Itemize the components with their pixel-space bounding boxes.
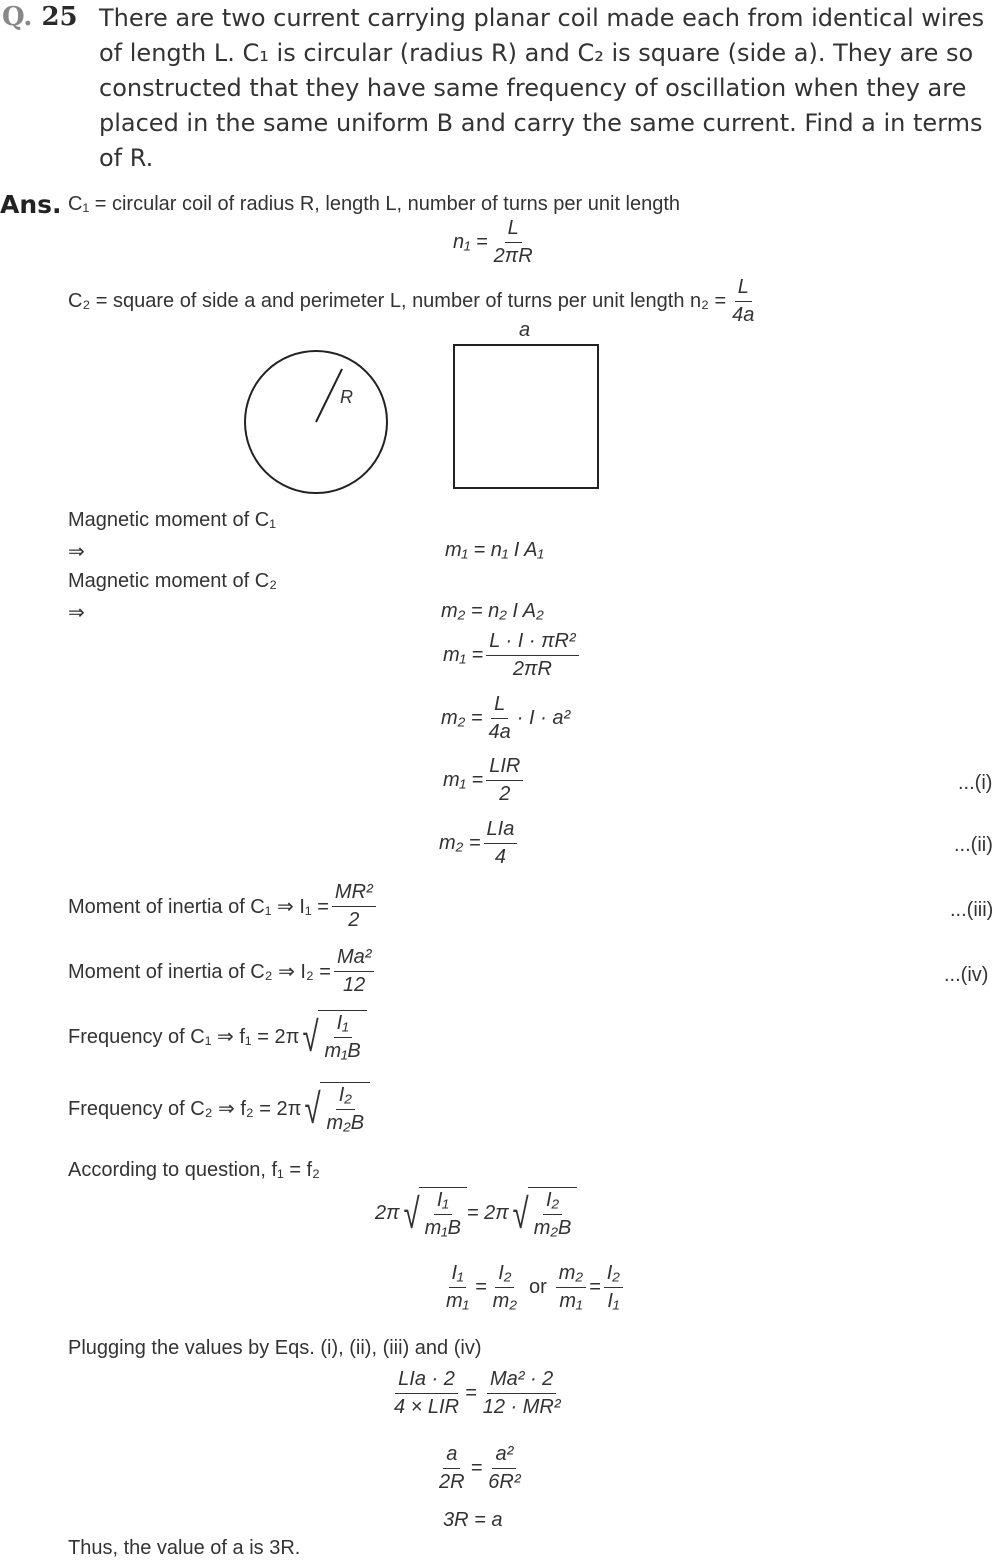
question-number — [2, 2, 78, 32]
numerator: m₂ — [556, 1262, 586, 1288]
denominator: 4 × LIR — [394, 1396, 460, 1418]
eq-text: Moment of inertia of C₁ ⇒ I₁ = — [68, 896, 329, 918]
denominator: 4 — [494, 846, 506, 868]
magnetic-moment-c1: Magnetic moment of C₁ — [68, 509, 276, 531]
question-line: There are two current carrying planar coil made each from identical wires — [99, 4, 985, 32]
equation-ii — [439, 818, 520, 869]
eq-rest: · I · a² — [516, 707, 571, 729]
equation-tag-iv: ...(iv) — [944, 964, 989, 986]
equals: = — [589, 1276, 601, 1298]
question-text — [99, 1, 984, 176]
equation-iv — [68, 946, 377, 997]
numerator: I₂ — [604, 1262, 623, 1288]
question-number-value: 25 — [41, 2, 78, 32]
denominator: 4a — [732, 304, 755, 326]
question-line: constructed that they have same frequency of oscillation when they are — [99, 74, 967, 102]
equals: = — [465, 1382, 477, 1404]
according-to-question: According to question, f₁ = f₂ — [68, 1159, 320, 1181]
question-line: placed in the same uniform B and carry the same current. Find a in terms — [99, 109, 983, 137]
denominator: 2πR — [512, 658, 552, 680]
frequency-c1 — [68, 1010, 367, 1063]
denominator: 12 — [343, 974, 366, 996]
equation-m2-def: m₂ = n₂ I A₂ — [441, 600, 544, 622]
numerator: Ma² · 2 — [487, 1368, 556, 1394]
sqrt-icon: √ — [302, 1012, 319, 1060]
numerator: LIR — [486, 755, 523, 781]
radius-label: R — [340, 387, 353, 407]
denominator: m₁ — [559, 1290, 583, 1312]
denominator: 2 — [348, 909, 360, 931]
side-label: a — [519, 319, 531, 341]
eq-text: Frequency of C₁ ⇒ f₁ = 2π — [68, 1026, 300, 1048]
numerator: Ma² — [334, 946, 374, 972]
numerator: LIa — [484, 818, 518, 844]
numerator: I₁ — [449, 1262, 467, 1288]
eq-text: Frequency of C₂ ⇒ f₂ = 2π — [68, 1098, 302, 1120]
equation-n1 — [453, 217, 539, 268]
equation-tag-iii: ...(iii) — [950, 899, 994, 921]
coil-figure — [240, 315, 610, 500]
answer-label: Ans. — [0, 190, 62, 219]
numerator: L · I · πR² — [486, 630, 578, 656]
denominator: m₁B — [424, 1217, 461, 1239]
sqrt-icon: √ — [402, 1189, 420, 1237]
numerator: I₂ — [336, 1084, 355, 1110]
numerator: L — [735, 276, 752, 302]
denominator: I₁ — [607, 1290, 620, 1312]
equation-frequencies-equal — [375, 1187, 577, 1240]
implies-arrow: ⇒ — [68, 541, 85, 563]
equation-simplified — [433, 1443, 527, 1494]
equation-m1-def: m₁ = n₁ I A₁ — [445, 539, 544, 561]
question-label: Q. — [2, 2, 33, 32]
numerator: I₂ — [495, 1262, 514, 1288]
eq-text: Moment of inertia of C₂ ⇒ I₂ = — [68, 961, 331, 983]
denominator: m₂ — [492, 1290, 517, 1312]
denominator: m₂B — [533, 1217, 572, 1239]
denominator: 2R — [439, 1471, 465, 1493]
implies-arrow: ⇒ — [68, 602, 85, 624]
equation-m1-expanded — [443, 630, 582, 681]
denominator: m₂B — [326, 1112, 365, 1134]
denominator: 4a — [488, 721, 511, 743]
magnetic-moment-c2: Magnetic moment of C₂ — [68, 570, 277, 592]
equation-i — [443, 755, 526, 806]
square-coil — [454, 345, 598, 488]
denominator: 2 — [499, 783, 511, 805]
numerator: L — [491, 693, 508, 719]
conclusion: Thus, the value of a is 3R. — [68, 1537, 301, 1559]
eq-lhs: m₂ = — [441, 707, 483, 729]
eq-lhs: m₁ = — [443, 644, 484, 666]
numerator: I₁ — [434, 1189, 452, 1215]
equation-tag-i: ...(i) — [958, 772, 993, 794]
numerator: a — [443, 1443, 460, 1469]
answer-line-c1: C₁ = circular coil of radius R, length L, number of turns per unit length — [68, 193, 681, 215]
equation-ratio — [440, 1262, 626, 1313]
equation-iii — [68, 881, 379, 932]
question-line: of R. — [99, 144, 154, 172]
radius-line — [316, 369, 342, 422]
numerator: a² — [492, 1443, 516, 1469]
eq-lhs: 2π — [375, 1202, 400, 1224]
numerator: I₁ — [334, 1012, 352, 1038]
or-text: or — [528, 1276, 547, 1298]
equation-m2-expanded — [441, 693, 570, 744]
denominator: 6R² — [488, 1471, 521, 1493]
denominator: m₁ — [446, 1290, 469, 1312]
eq-mid: = 2π — [466, 1202, 509, 1224]
plugging-text: Plugging the values by Eqs. (i), (ii), (iii) and (iv) — [68, 1337, 482, 1359]
denominator: 2πR — [493, 245, 533, 267]
equation-result: 3R = a — [443, 1509, 503, 1531]
equation-plugged — [388, 1368, 567, 1419]
question-line: of length L. C₁ is circular (radius R) and C₂ is square (side a). They are so — [99, 39, 974, 67]
sqrt-icon: √ — [304, 1084, 322, 1132]
eq-lhs: n₁ = — [453, 231, 488, 253]
numerator: I₂ — [543, 1189, 562, 1215]
c2-text: C₂ = square of side a and perimeter L, number of turns per unit length n₂ = — [68, 290, 727, 312]
equals: = — [474, 1276, 487, 1298]
numerator: L — [505, 217, 522, 243]
numerator: LIa · 2 — [395, 1368, 458, 1394]
eq-lhs: m₂ = — [439, 832, 481, 854]
denominator: 12 · MR² — [482, 1396, 561, 1418]
denominator: m₁B — [324, 1040, 361, 1062]
frequency-c2 — [68, 1082, 370, 1135]
sqrt-icon: √ — [512, 1189, 529, 1237]
equals: = — [470, 1457, 483, 1479]
equation-tag-ii: ...(ii) — [954, 834, 993, 856]
eq-lhs: m₁ = — [443, 769, 484, 791]
numerator: MR² — [332, 881, 376, 907]
